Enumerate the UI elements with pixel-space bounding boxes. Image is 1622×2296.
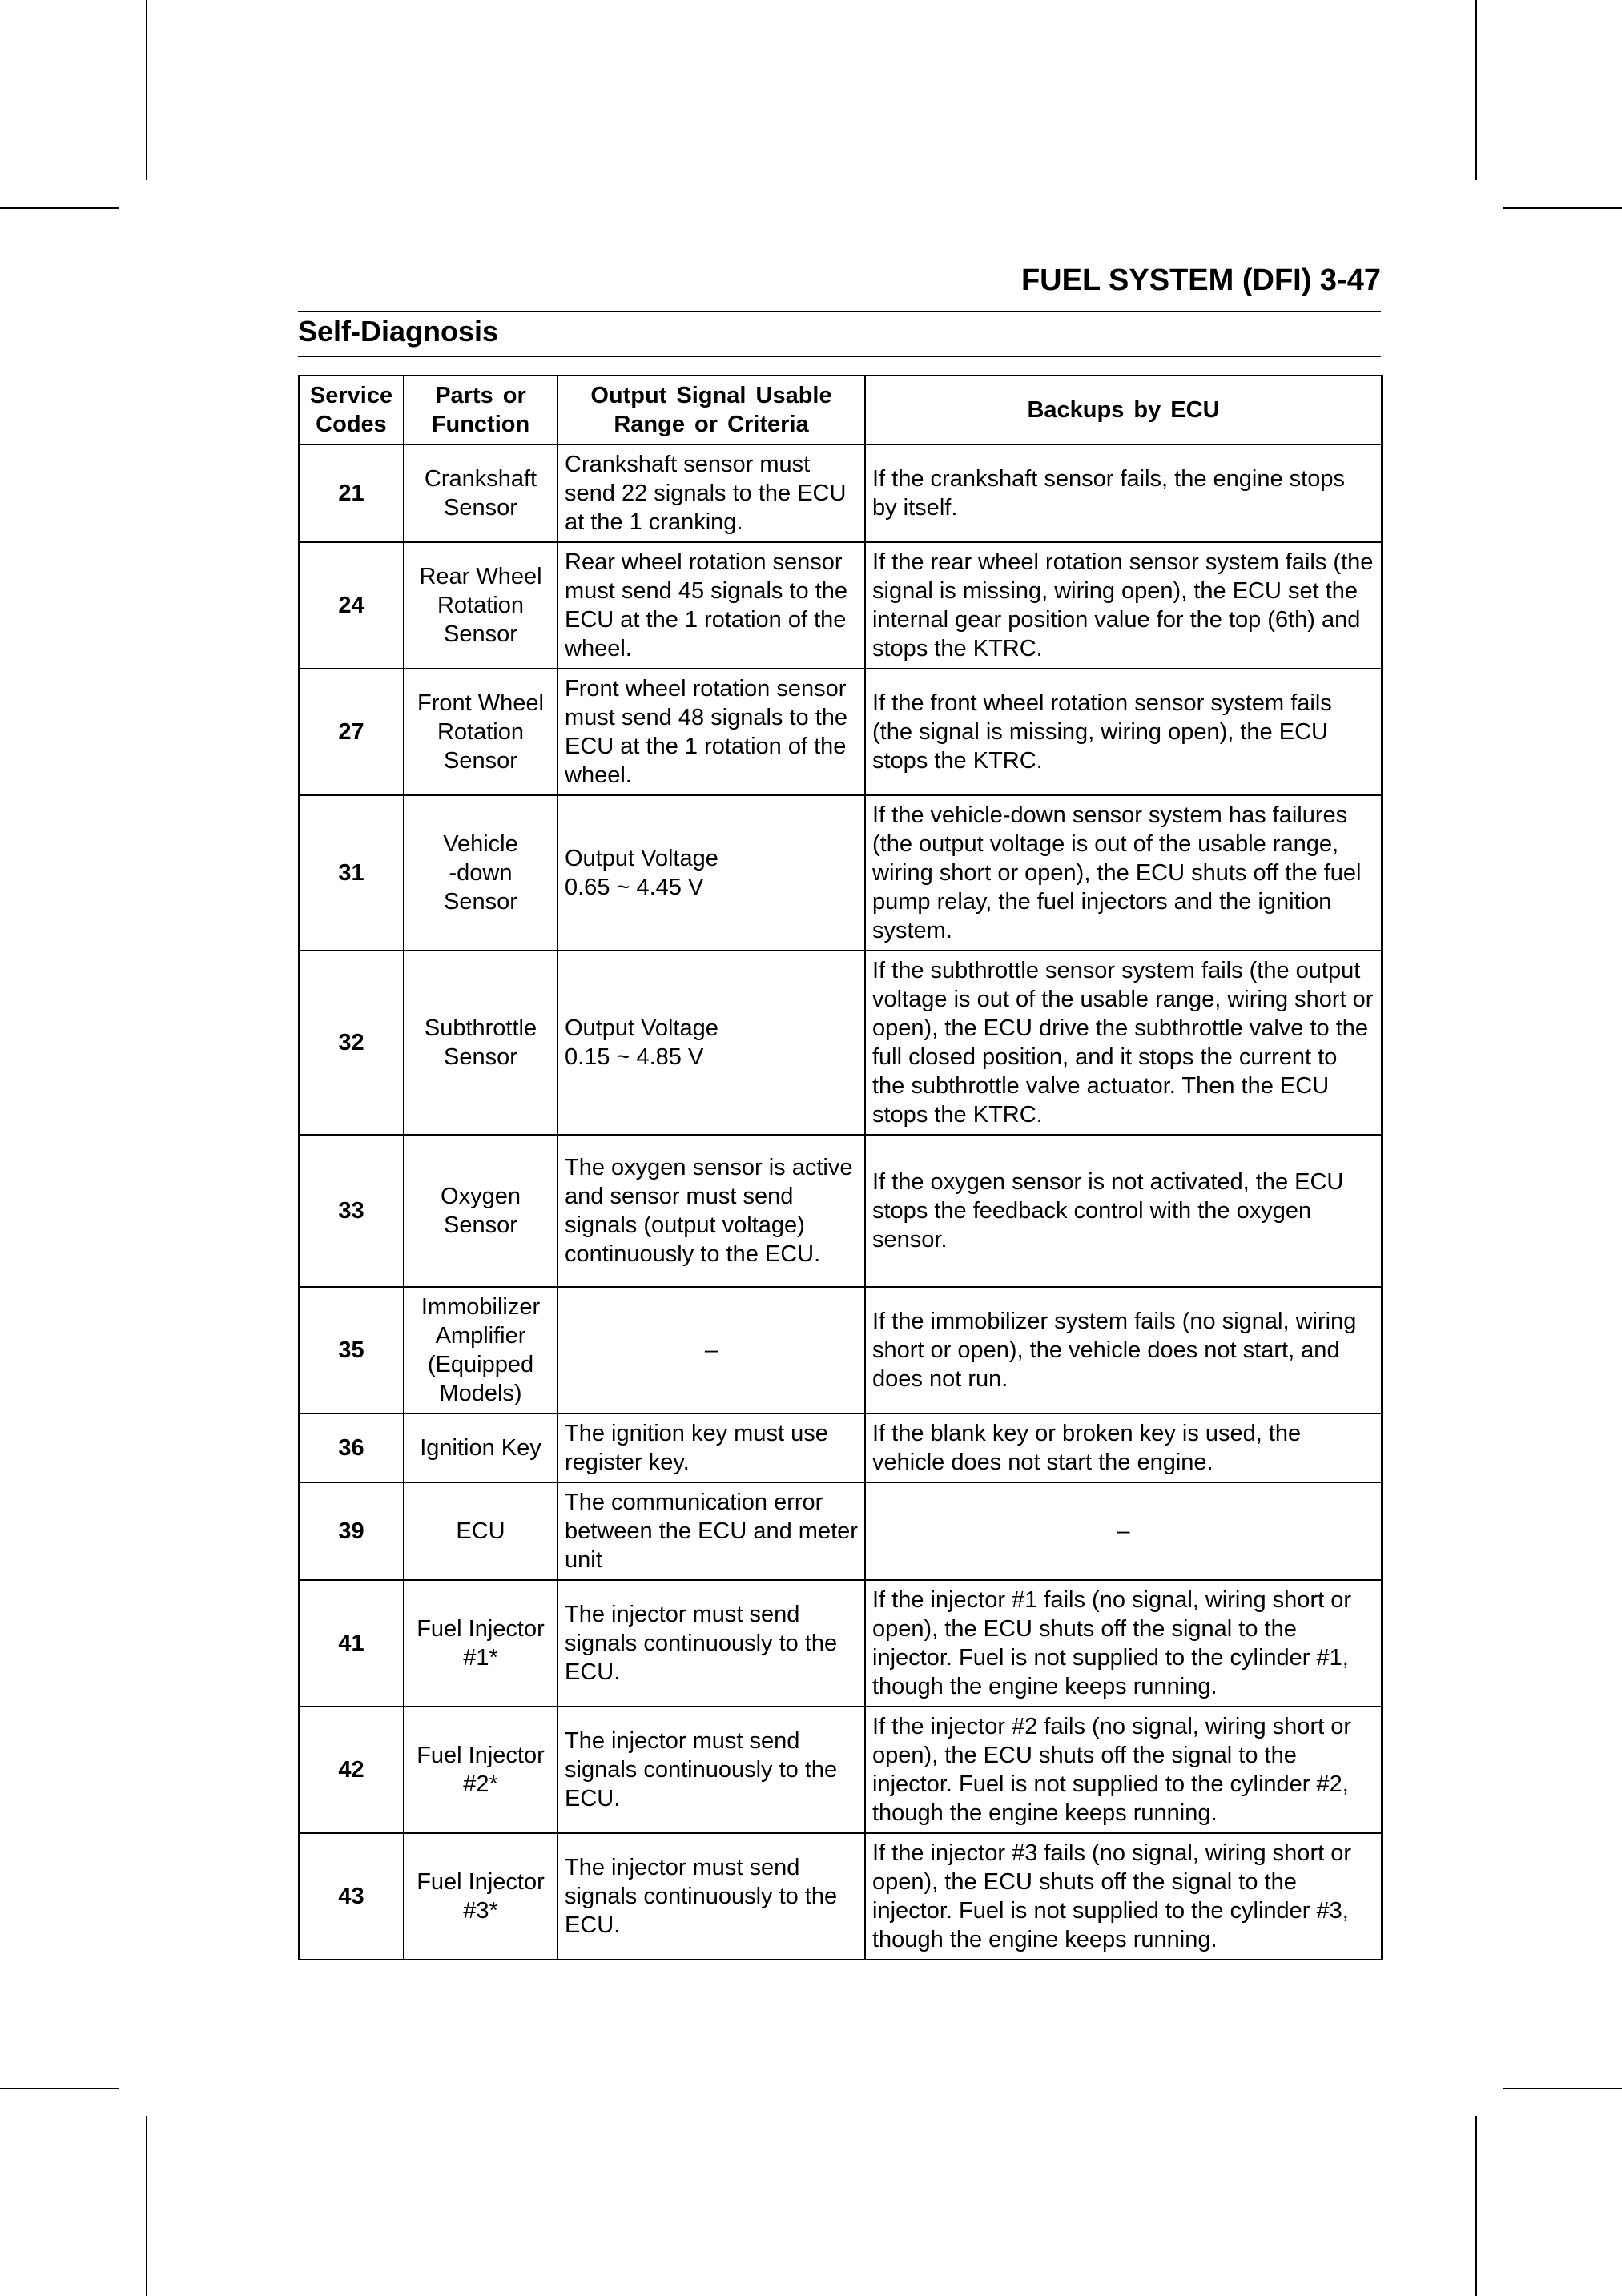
ecu-backup: If the rear wheel rotation sensor system fails (the signal is missing, wiring open), the ECU set the internal gear position value for the top (6th) and stops the KTRC. bbox=[865, 542, 1382, 669]
table-row bbox=[299, 542, 1382, 669]
output-criteria: The injector must send signals continuously to the ECU. bbox=[557, 1833, 865, 1960]
crop-mark bbox=[1475, 0, 1477, 180]
table-row bbox=[299, 1833, 1382, 1960]
table-row bbox=[299, 669, 1382, 795]
part-name: Subthrottle Sensor bbox=[404, 951, 557, 1135]
service-code: 35 bbox=[299, 1287, 404, 1413]
column-header-backups-by-ecu: Backups by ECU bbox=[865, 376, 1382, 444]
output-criteria: The oxygen sensor is active and sensor must send signals (output voltage) continuously to the ECU. bbox=[557, 1135, 865, 1287]
page-header: FUEL SYSTEM (DFI) 3-47 bbox=[1020, 263, 1381, 297]
ecu-backup: – bbox=[865, 1482, 1382, 1580]
crop-mark bbox=[146, 0, 147, 180]
table-row bbox=[299, 444, 1382, 542]
part-name: Immobilizer Amplifier (Equipped Models) bbox=[404, 1287, 557, 1413]
service-code: 21 bbox=[299, 444, 404, 542]
service-code: 41 bbox=[299, 1580, 404, 1707]
service-code: 32 bbox=[299, 951, 404, 1135]
output-criteria: The ignition key must use register key. bbox=[557, 1413, 865, 1482]
output-criteria: Crankshaft sensor must send 22 signals to the ECU at the 1 cranking. bbox=[557, 444, 865, 542]
output-criteria: The communication error between the ECU and meter unit bbox=[557, 1482, 865, 1580]
service-code: 27 bbox=[299, 669, 404, 795]
table-row bbox=[299, 1707, 1382, 1833]
part-name: Crankshaft Sensor bbox=[404, 444, 557, 542]
part-name: Ignition Key bbox=[404, 1413, 557, 1482]
service-code: 31 bbox=[299, 795, 404, 951]
column-header-output-signal: Output Signal Usable Range or Criteria bbox=[557, 376, 865, 444]
ecu-backup: If the immobilizer system fails (no signal, wiring short or open), the vehicle does not start, and does not run. bbox=[865, 1287, 1382, 1413]
crop-mark bbox=[0, 2088, 119, 2089]
ecu-backup: If the oxygen sensor is not activated, the ECU stops the feedback control with the oxygen sensor. bbox=[865, 1135, 1382, 1287]
crop-mark bbox=[146, 2116, 147, 2296]
crop-mark bbox=[1475, 2116, 1477, 2296]
ecu-backup: If the crankshaft sensor fails, the engine stops by itself. bbox=[865, 444, 1382, 542]
ecu-backup: If the vehicle-down sensor system has failures (the output voltage is out of the usable range, wiring short or open), the ECU shuts off the fuel pump relay, the fuel injectors and the ignition system. bbox=[865, 795, 1382, 951]
output-criteria: Rear wheel rotation sensor must send 45 signals to the ECU at the 1 rotation of the wheel. bbox=[557, 542, 865, 669]
crop-mark bbox=[1503, 2088, 1622, 2089]
crop-mark bbox=[1503, 207, 1622, 209]
ecu-backup: If the blank key or broken key is used, the vehicle does not start the engine. bbox=[865, 1413, 1382, 1482]
section-rule bbox=[298, 356, 1381, 357]
service-code: 33 bbox=[299, 1135, 404, 1287]
table-row bbox=[299, 1580, 1382, 1707]
crop-mark bbox=[0, 207, 119, 209]
service-code: 36 bbox=[299, 1413, 404, 1482]
ecu-backup: If the injector #1 fails (no signal, wiring short or open), the ECU shuts off the signal to the injector. Fuel is not supplied to the cylinder #1, though the engine keeps running. bbox=[865, 1580, 1382, 1707]
table-row bbox=[299, 1482, 1382, 1580]
table-row bbox=[299, 1135, 1382, 1287]
column-header-service-codes: Service Codes bbox=[299, 376, 404, 444]
service-code: 24 bbox=[299, 542, 404, 669]
part-name: Oxygen Sensor bbox=[404, 1135, 557, 1287]
self-diagnosis-table bbox=[298, 375, 1383, 1960]
part-name: Rear Wheel Rotation Sensor bbox=[404, 542, 557, 669]
header-rule bbox=[298, 311, 1381, 312]
column-header-parts-or-function: Parts or Function bbox=[404, 376, 557, 444]
part-name: Fuel Injector #2* bbox=[404, 1707, 557, 1833]
output-criteria: The injector must send signals continuously to the ECU. bbox=[557, 1580, 865, 1707]
table-row bbox=[299, 1287, 1382, 1413]
section-title: Self-Diagnosis bbox=[298, 315, 499, 348]
service-code: 43 bbox=[299, 1833, 404, 1960]
ecu-backup: If the injector #2 fails (no signal, wiring short or open), the ECU shuts off the signal to the injector. Fuel is not supplied to the cylinder #2, though the engine keeps running. bbox=[865, 1707, 1382, 1833]
output-criteria: Front wheel rotation sensor must send 48 signals to the ECU at the 1 rotation of the wheel. bbox=[557, 669, 865, 795]
service-code: 42 bbox=[299, 1707, 404, 1833]
table-header-row bbox=[299, 376, 1382, 444]
part-name: Front Wheel Rotation Sensor bbox=[404, 669, 557, 795]
part-name: Fuel Injector #1* bbox=[404, 1580, 557, 1707]
ecu-backup: If the subthrottle sensor system fails (the output voltage is out of the usable range, wiring short or open), the ECU drive the subthrottle valve to the full closed position, and it stops the current to the subthrottle valve actuator. Then the ECU stops the KTRC. bbox=[865, 951, 1382, 1135]
output-criteria: The injector must send signals continuously to the ECU. bbox=[557, 1707, 865, 1833]
table-row bbox=[299, 795, 1382, 951]
part-name: Vehicle -down Sensor bbox=[404, 795, 557, 951]
output-criteria: – bbox=[557, 1287, 865, 1413]
output-criteria: Output Voltage 0.15 ~ 4.85 V bbox=[557, 951, 865, 1135]
table-row bbox=[299, 1413, 1382, 1482]
part-name: ECU bbox=[404, 1482, 557, 1580]
table-row bbox=[299, 951, 1382, 1135]
part-name: Fuel Injector #3* bbox=[404, 1833, 557, 1960]
output-criteria: Output Voltage 0.65 ~ 4.45 V bbox=[557, 795, 865, 951]
ecu-backup: If the injector #3 fails (no signal, wiring short or open), the ECU shuts off the signal to the injector. Fuel is not supplied to the cylinder #3, though the engine keeps running. bbox=[865, 1833, 1382, 1960]
service-code: 39 bbox=[299, 1482, 404, 1580]
ecu-backup: If the front wheel rotation sensor system fails (the signal is missing, wiring open), the ECU stops the KTRC. bbox=[865, 669, 1382, 795]
